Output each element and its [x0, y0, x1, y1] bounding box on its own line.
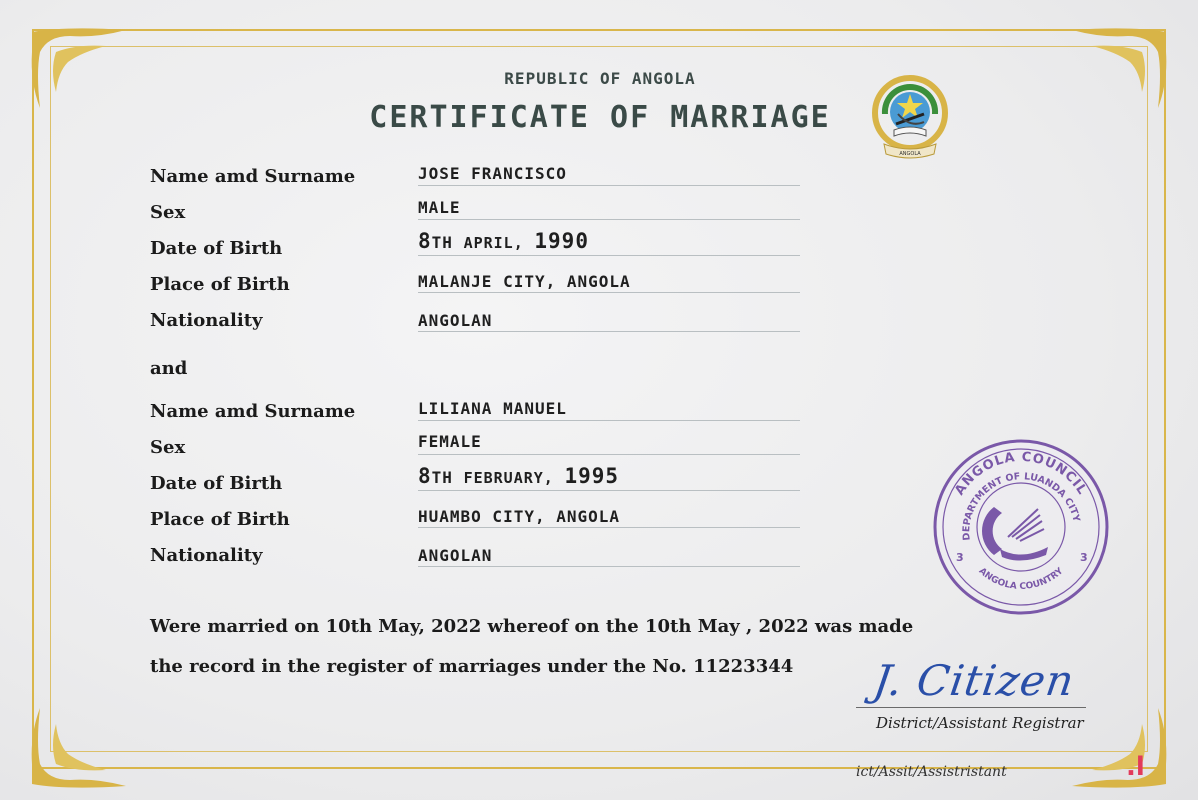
- field-line: [418, 255, 800, 256]
- corner-ornament-top-right: [1062, 22, 1172, 114]
- spouse1-name-value: JOSE FRANCISCO: [418, 164, 567, 183]
- spouse2-sex-label: Sex: [150, 437, 186, 458]
- field-line: [418, 490, 800, 491]
- spouse1-sex-value: MALE: [418, 198, 461, 217]
- seal-number-left: 3: [956, 551, 964, 564]
- angola-emblem-icon: [868, 74, 952, 166]
- spouse2-pob-value: HUAMBO CITY, ANGOLA: [418, 507, 621, 526]
- marriage-statement-line2: the record in the register of marriages under the No. 11223344: [150, 656, 794, 677]
- registrar-title: District/Assistant Registrar: [876, 714, 1084, 732]
- field-line: [418, 292, 800, 293]
- and-connector: and: [150, 358, 188, 379]
- spouse2-nationality-value: ANGOLAN: [418, 546, 493, 565]
- field-line: [418, 219, 800, 220]
- corner-mark-icon: .l: [1126, 752, 1145, 782]
- spouse2-sex-value: FEMALE: [418, 432, 482, 451]
- field-line: [418, 420, 800, 421]
- spouse2-dob-label: Date of Birth: [150, 473, 283, 494]
- spouse1-nationality-value: ANGOLAN: [418, 311, 493, 330]
- council-seal-stamp: [928, 437, 1114, 617]
- spouse1-pob-value: MALANJE CITY, ANGOLA: [418, 272, 631, 291]
- seal-bottom-text: ANGOLA COUNTRY: [976, 566, 1066, 592]
- inner-gold-frame: [50, 46, 1148, 752]
- field-line: [418, 527, 800, 528]
- spouse1-dob-label: Date of Birth: [150, 238, 283, 259]
- spouse2-name-label: Name amd Surname: [150, 401, 356, 422]
- field-line: [418, 454, 800, 455]
- spouse1-dob-value: 8TH APRIL, 1990: [418, 229, 589, 253]
- seal-number-right: 3: [1080, 551, 1088, 564]
- marriage-statement-line1: Were married on 10th May, 2022 whereof on the 10th May , 2022 was made: [150, 616, 914, 637]
- spouse1-nationality-label: Nationality: [150, 310, 263, 331]
- spouse2-nationality-label: Nationality: [150, 545, 263, 566]
- seal-inner-text: DEPARTMENT OF LUANDA CITY: [961, 471, 1082, 541]
- registrar-signature: J. Citizen: [870, 656, 1078, 705]
- corner-ornament-bottom-left: [26, 704, 136, 794]
- certificate-title: CERTIFICATE OF MARRIAGE: [369, 100, 831, 135]
- spouse2-name-value: LILIANA MANUEL: [418, 399, 567, 418]
- corner-ornament-top-left: [26, 22, 136, 114]
- spouse1-pob-label: Place of Birth: [150, 274, 290, 295]
- emblem-banner-text: ANGOLA: [899, 151, 921, 157]
- spouse2-dob-value: 8TH FEBRUARY, 1995: [418, 464, 620, 488]
- spouse2-pob-label: Place of Birth: [150, 509, 290, 530]
- signature-line: [856, 707, 1086, 708]
- spouse1-name-label: Name amd Surname: [150, 166, 356, 187]
- seal-top-text: ANGOLA COUNCIL: [952, 449, 1090, 499]
- field-line: [418, 566, 800, 567]
- country-heading: REPUBLIC OF ANGOLA: [504, 69, 696, 88]
- field-line: [418, 331, 800, 332]
- field-line: [418, 185, 800, 186]
- spouse1-sex-label: Sex: [150, 202, 186, 223]
- footer-text: ict/Assit/Assistristant: [856, 764, 1007, 780]
